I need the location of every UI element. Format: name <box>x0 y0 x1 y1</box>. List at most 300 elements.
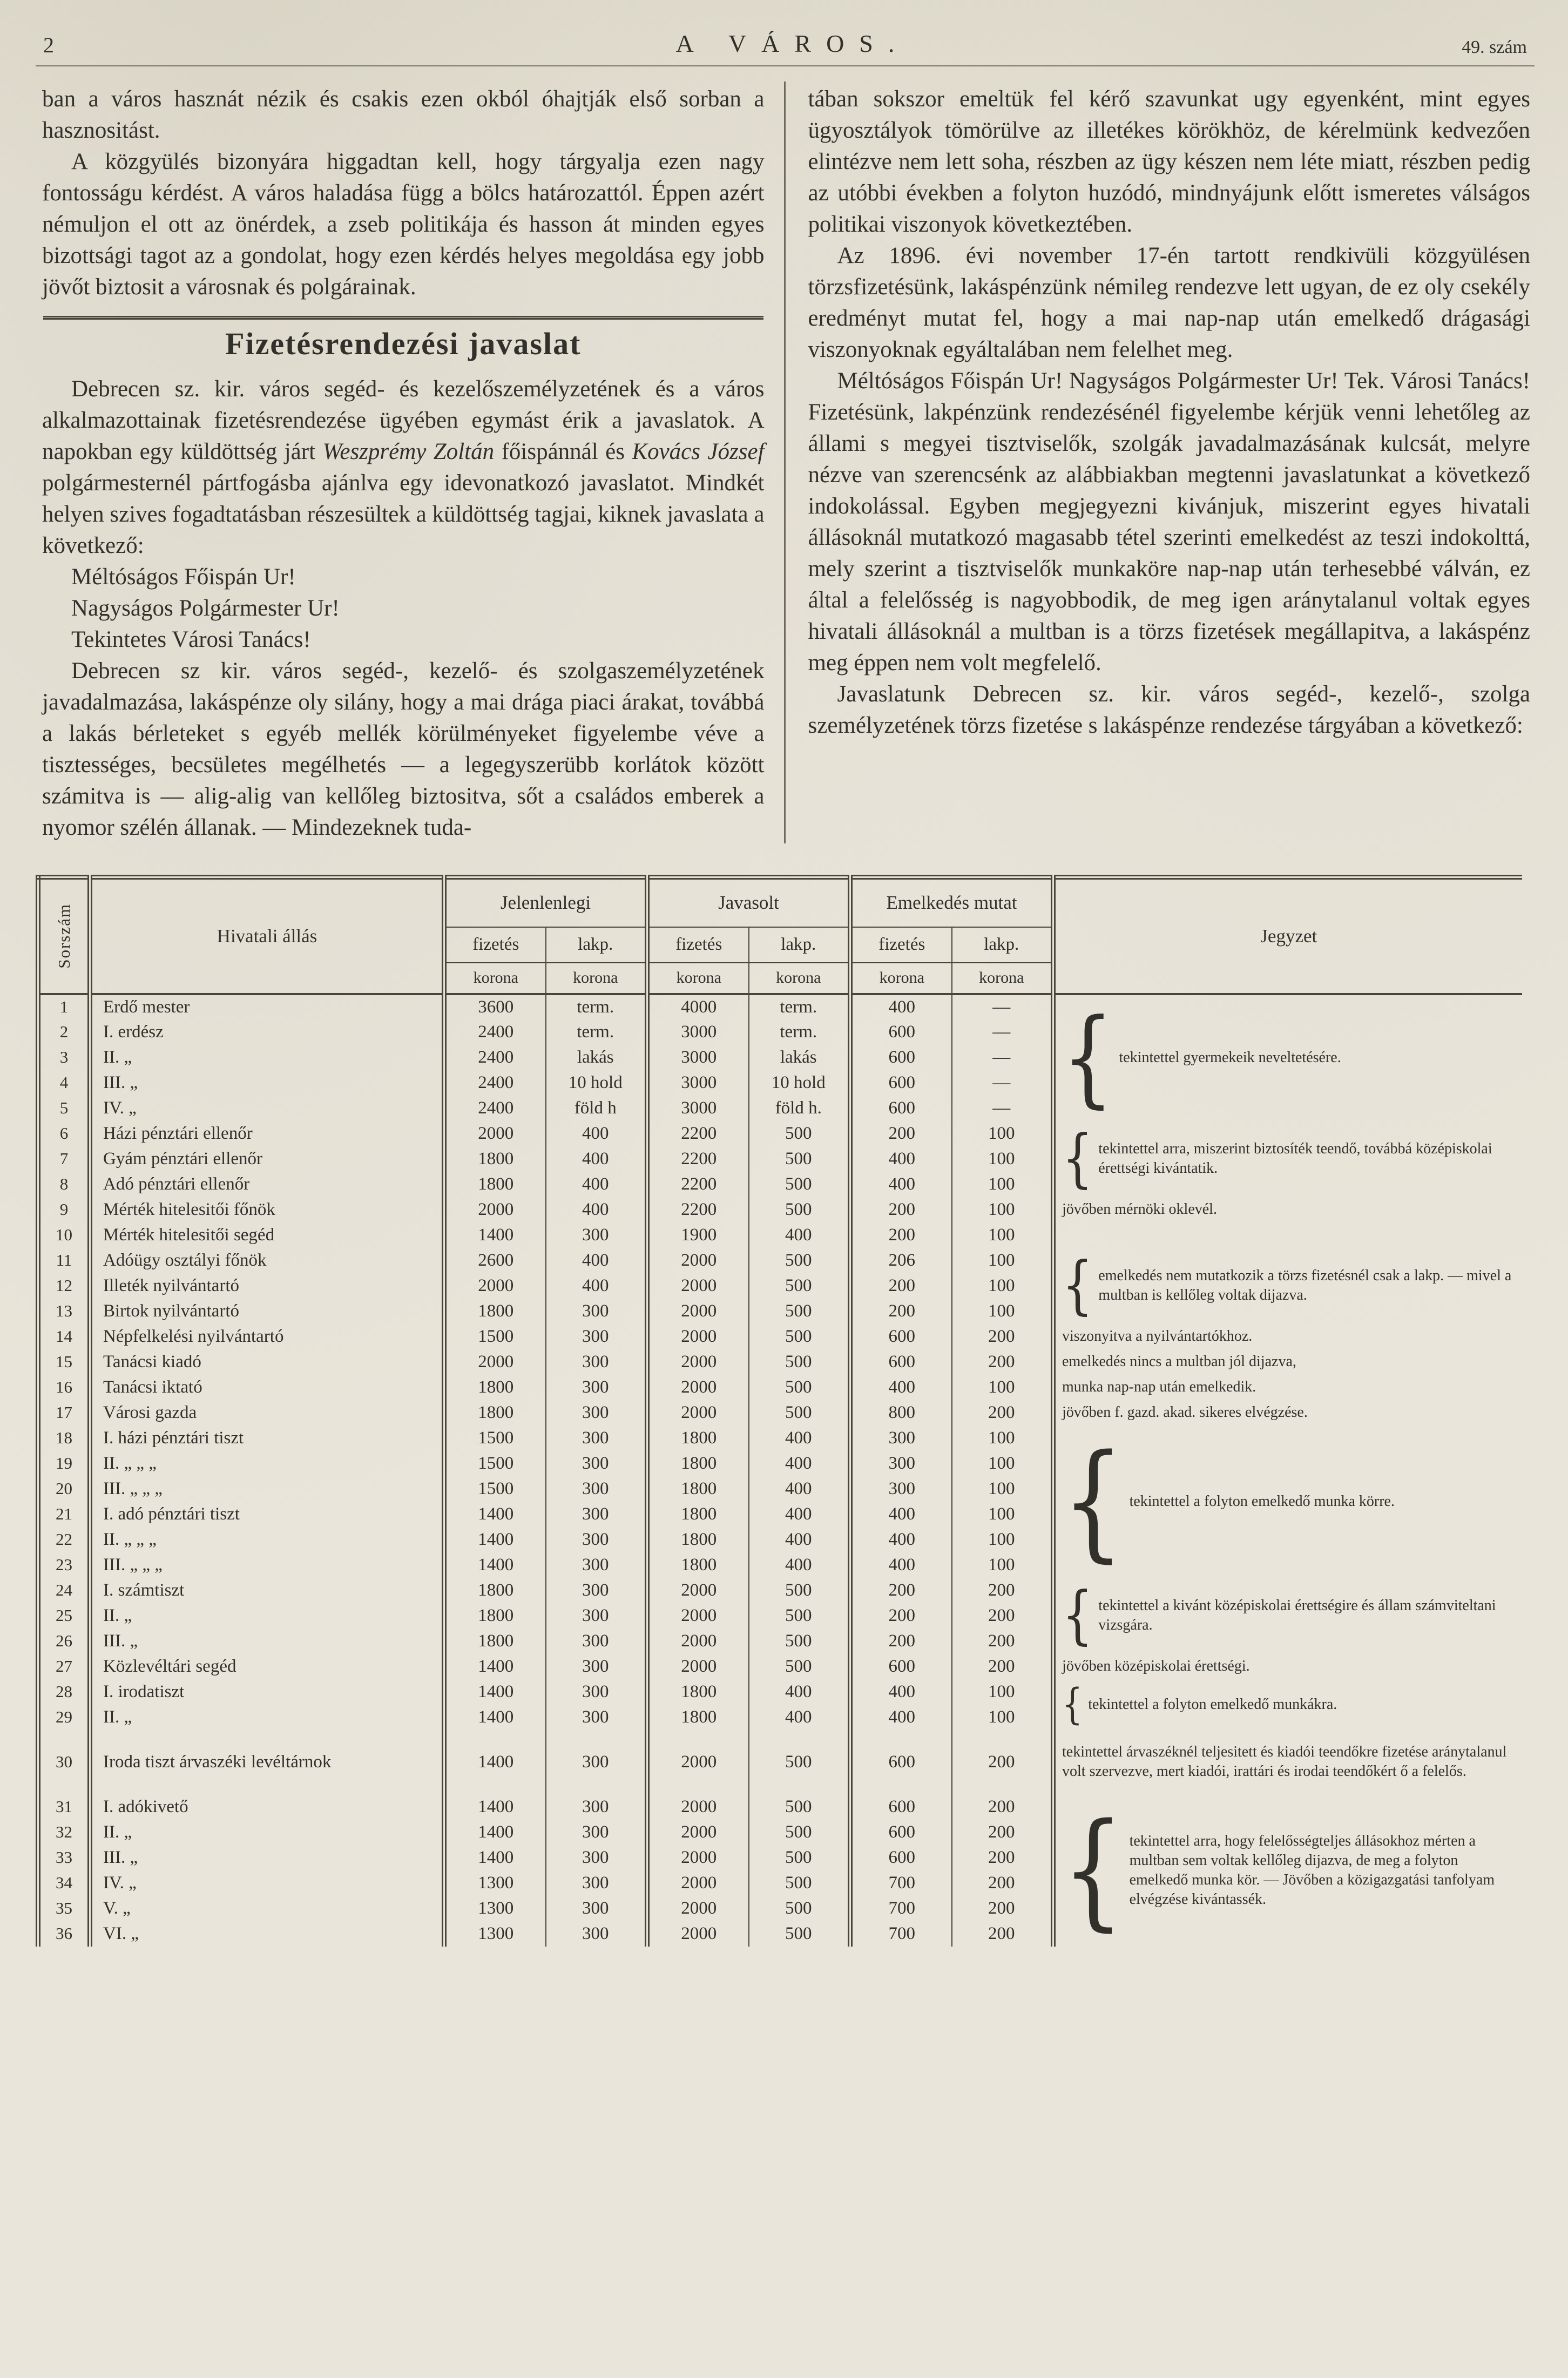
cell-jel_f: 1800 <box>444 1629 546 1654</box>
cell-em_f: 600 <box>850 1654 952 1679</box>
cell-em_l: 100 <box>952 1273 1053 1299</box>
cell-jel_l: 300 <box>546 1578 647 1603</box>
unit-label: korona <box>546 963 647 994</box>
cell-jel_f: 1500 <box>444 1451 546 1476</box>
sorszam-header <box>38 877 90 994</box>
cell-em_l: — <box>952 1045 1053 1070</box>
note-cell <box>1053 1121 1522 1197</box>
cell-jel_l <box>546 1775 647 1794</box>
cell-num: 29 <box>56 1707 72 1726</box>
cell-jel_f <box>444 1775 546 1794</box>
note-cell <box>1053 994 1522 1121</box>
increase-group-header: Emelkedés mutat <box>850 877 1053 927</box>
cell-jav_f: 2000 <box>647 1820 749 1845</box>
cell-jel_l: 300 <box>546 1629 647 1654</box>
cell-jav_l: lakás <box>749 1045 850 1070</box>
salary-table-header <box>38 877 1522 994</box>
cell-title: Népfelkelési nyilvántartó <box>90 1324 444 1349</box>
cell-jav_l: 400 <box>749 1222 850 1248</box>
cell-em_f: 400 <box>850 1552 952 1578</box>
cell-jav_f: 1800 <box>647 1527 749 1552</box>
cell-jav_l: 500 <box>749 1248 850 1273</box>
cell-jel_f: 1300 <box>444 1896 546 1921</box>
cell-jel_l: föld h <box>546 1096 647 1121</box>
cell-jel_l: 400 <box>546 1146 647 1172</box>
cell-em_f: 600 <box>850 1349 952 1375</box>
cell-em_l: 100 <box>952 1527 1053 1552</box>
cell-em_l: 200 <box>952 1654 1053 1679</box>
cell-num: 11 <box>56 1251 72 1269</box>
note-cell <box>1053 1248 1522 1324</box>
brace-icon: { <box>1062 1796 1124 1943</box>
cell-num: 14 <box>56 1327 72 1346</box>
cell-em_f: 400 <box>850 994 952 1019</box>
cell-jav_l: 500 <box>749 1820 850 1845</box>
cell-jel_f: 1300 <box>444 1921 546 1947</box>
cell-title: I. adó pénztári tiszt <box>90 1502 444 1527</box>
cell-jav_f <box>647 1775 749 1794</box>
unit-label: korona <box>444 963 546 994</box>
text-run: főispánnál és <box>494 439 632 464</box>
cell-jel_l: 300 <box>546 1705 647 1730</box>
cell-jav_l: 500 <box>749 1146 850 1172</box>
table-row <box>38 1794 1522 1820</box>
cell-num: 31 <box>56 1797 72 1816</box>
spacer-row <box>38 1730 1522 1749</box>
cell-jav_l: 400 <box>749 1426 850 1451</box>
cell-jav_f: 2000 <box>647 1578 749 1603</box>
page-number: 2 <box>43 33 54 57</box>
cell-jel_f: 1800 <box>444 1375 546 1400</box>
cell-jav_f: 3000 <box>647 1045 749 1070</box>
cell-em_f: 400 <box>850 1705 952 1730</box>
cell-jav_l <box>749 1730 850 1749</box>
note-text: tekintettel gyermekeik neveltetésére. <box>1119 1049 1341 1066</box>
cell-num: 10 <box>56 1225 72 1244</box>
brace-icon: { <box>1062 996 1114 1119</box>
cell-jel_f: 2400 <box>444 1045 546 1070</box>
cell-jel_l: 300 <box>546 1870 647 1896</box>
paragraph: Debrecen sz kir. város segéd-, kezelő- és szolgaszemélyzetének javadalmazása, lakáspénze oly silány, hogy a mai drága piaci árakat, továbbá a lakás bérleteket s egyéb mellék körülményeket figyelembe véve a tisztességes, becsületes megélhetés — a legegyszerübb korlátok között számitva is — alig-alig van kellőleg biztositva, sőt a családos emberek a nyomor szélén állanak. — Mindezeknek tuda- <box>42 658 765 840</box>
brace-icon: { <box>1062 1578 1093 1652</box>
cell-jel_f: 1400 <box>444 1222 546 1248</box>
cell-jel_l: 10 hold <box>546 1070 647 1096</box>
unit-label: korona <box>952 963 1053 994</box>
cell-jav_f <box>647 1730 749 1749</box>
note-text: tekintettel árvaszéknél teljesitett és kiadói teendőkre fizetése aránytalanul volt szervezve, mert kiadói, irattári és irodai teendőkért ő a felelős. <box>1062 1744 1507 1780</box>
cell-em_f: 400 <box>850 1172 952 1197</box>
cell-em_f: 700 <box>850 1870 952 1896</box>
cell-em_f: 600 <box>850 1845 952 1870</box>
cell-em_f: 400 <box>850 1146 952 1172</box>
cell-em_l: — <box>952 1096 1053 1121</box>
cell-em_l: — <box>952 994 1053 1019</box>
cell-em_l: 100 <box>952 1451 1053 1476</box>
cell-jav_f: 2000 <box>647 1375 749 1400</box>
cell-num: 28 <box>56 1682 72 1701</box>
note-cell-empty <box>1053 1222 1522 1248</box>
cell-jav_l: 400 <box>749 1552 850 1578</box>
cell-em_f: 200 <box>850 1273 952 1299</box>
note-cell <box>1053 1324 1522 1349</box>
note-text: tekintettel a folyton emelkedő munkákra. <box>1088 1695 1337 1713</box>
cell-em_f: 200 <box>850 1603 952 1629</box>
cell-em_l <box>952 1775 1053 1794</box>
cell-jav_f: 1800 <box>647 1451 749 1476</box>
cell-jel_f: 2600 <box>444 1248 546 1273</box>
cell-title: II. „ „ „ <box>90 1527 444 1552</box>
table-row <box>38 1197 1522 1222</box>
cell-jel_l: 300 <box>546 1451 647 1476</box>
cell-em_f <box>850 1775 952 1794</box>
cell-num <box>38 1730 90 1749</box>
unit-label: korona <box>749 963 850 994</box>
cell-jel_l: 400 <box>546 1121 647 1146</box>
person-name: Weszprémy Zoltán <box>322 439 495 464</box>
cell-title: III. „ <box>90 1070 444 1096</box>
note-cell <box>1053 1375 1522 1400</box>
cell-jel_f: 1400 <box>444 1527 546 1552</box>
cell-jav_l: 400 <box>749 1705 850 1730</box>
cell-em_f: 300 <box>850 1426 952 1451</box>
cell-em_l: 200 <box>952 1870 1053 1896</box>
cell-em_l: 100 <box>952 1476 1053 1502</box>
note-cell <box>1053 1654 1522 1679</box>
cell-num <box>38 1775 90 1794</box>
cell-jav_l: 500 <box>749 1578 850 1603</box>
cell-em_f: 800 <box>850 1400 952 1426</box>
cell-jav_f: 1800 <box>647 1705 749 1730</box>
note-text: tekintettel arra, miszerint biztosíték teendő, továbbá középiskolai érettségi kivántatik. <box>1098 1140 1492 1177</box>
cell-jel_f: 1400 <box>444 1820 546 1845</box>
cell-em_l: 200 <box>952 1578 1053 1603</box>
cell-jav_l: 10 hold <box>749 1070 850 1096</box>
fizetes-header: fizetés <box>444 927 546 963</box>
cell-jav_f: 1800 <box>647 1552 749 1578</box>
cell-em_l: 200 <box>952 1349 1053 1375</box>
cell-em_l: 100 <box>952 1502 1053 1527</box>
paragraph: Tekintetes Városi Tanács! <box>71 627 311 652</box>
cell-jel_l: 300 <box>546 1921 647 1947</box>
cell-jel_f: 3600 <box>444 994 546 1019</box>
cell-jel_f: 1400 <box>444 1749 546 1775</box>
masthead-title: A VÁROS. <box>675 30 910 57</box>
cell-title: Mérték hitelesitői segéd <box>90 1222 444 1248</box>
cell-jel_f <box>444 1730 546 1749</box>
lakp-header: lakp. <box>952 927 1053 963</box>
fizetes-header: fizetés <box>647 927 749 963</box>
cell-title: I. számtiszt <box>90 1578 444 1603</box>
cell-em_l: 100 <box>952 1248 1053 1273</box>
cell-jel_f: 2400 <box>444 1096 546 1121</box>
cell-num: 36 <box>56 1924 72 1943</box>
left-column <box>36 82 786 843</box>
cell-em_f: 600 <box>850 1794 952 1820</box>
cell-num: 21 <box>56 1504 72 1523</box>
paragraph: tában sokszor emeltük fel kérő szavunkat ugy egyenként, mint egyes ügyosztályok tömörülve az illetékes körökhöz, de kérelmünk kedvezően elintézve nem lett soha, részben az ügy készen nem léte miatt, részben pedig az utóbbi években a folyton huzódó, mindnyájunk előtt ismeretes válságos politikai viszonyok következtében. <box>808 86 1530 237</box>
table-row <box>38 1679 1522 1705</box>
cell-jav_l: 500 <box>749 1870 850 1896</box>
note-cell <box>1053 1349 1522 1375</box>
cell-title: Városi gazda <box>90 1400 444 1426</box>
table-row <box>38 1426 1522 1451</box>
cell-jel_f: 2000 <box>444 1197 546 1222</box>
cell-title: Iroda tiszt árvaszéki levéltárnok <box>90 1749 444 1775</box>
cell-jel_l: 300 <box>546 1426 647 1451</box>
cell-num: 15 <box>56 1352 72 1371</box>
cell-jel_l: 400 <box>546 1273 647 1299</box>
paragraph: Javaslatunk Debrecen sz. kir. város segéd-, kezelő-, szolga személyzetének törzs fizetése s lakáspénze rendezése tárgyában a következő: <box>808 681 1530 738</box>
cell-jav_l: 400 <box>749 1502 850 1527</box>
cell-jav_f: 2000 <box>647 1273 749 1299</box>
cell-em_f: 400 <box>850 1502 952 1527</box>
cell-jel_f: 1300 <box>444 1870 546 1896</box>
cell-jel_f: 2400 <box>444 1019 546 1045</box>
cell-title: III. „ <box>90 1845 444 1870</box>
table-row <box>38 1578 1522 1603</box>
cell-jel_l: 300 <box>546 1679 647 1705</box>
cell-num: 3 <box>59 1048 69 1066</box>
cell-em_f <box>850 1730 952 1749</box>
cell-title: Házi pénztári ellenőr <box>90 1121 444 1146</box>
cell-jel_f: 1800 <box>444 1146 546 1172</box>
lakp-header: lakp. <box>546 927 647 963</box>
cell-num: 16 <box>56 1377 72 1396</box>
cell-em_l: 100 <box>952 1121 1053 1146</box>
cell-title: I. irodatiszt <box>90 1679 444 1705</box>
cell-em_f: 200 <box>850 1629 952 1654</box>
cell-title: II. „ <box>90 1603 444 1629</box>
cell-em_f: 206 <box>850 1248 952 1273</box>
table-row <box>38 1349 1522 1375</box>
cell-jav_f: 2000 <box>647 1794 749 1820</box>
cell-num: 34 <box>56 1873 72 1892</box>
cell-jav_l: 500 <box>749 1299 850 1324</box>
cell-em_l: 200 <box>952 1896 1053 1921</box>
person-name: Kovács József <box>632 439 765 464</box>
cell-jel_f: 2400 <box>444 1070 546 1096</box>
table-row <box>38 1248 1522 1273</box>
cell-num: 5 <box>59 1098 69 1117</box>
cell-title: II. „ <box>90 1820 444 1845</box>
cell-jav_f: 2000 <box>647 1845 749 1870</box>
note-text: viszonyitva a nyilvántartókhoz. <box>1062 1328 1253 1345</box>
cell-em_l: 200 <box>952 1749 1053 1775</box>
cell-jav_f: 3000 <box>647 1019 749 1045</box>
cell-jav_f: 2200 <box>647 1121 749 1146</box>
cell-jav_f: 2000 <box>647 1870 749 1896</box>
right-column <box>786 82 1535 843</box>
note-text: jövőben középiskolai érettségi. <box>1062 1658 1250 1674</box>
cell-jav_l: 500 <box>749 1749 850 1775</box>
note-cell <box>1053 1578 1522 1654</box>
issue-number: 49. szám <box>1462 37 1527 57</box>
cell-num: 20 <box>56 1479 72 1498</box>
cell-title: V. „ <box>90 1896 444 1921</box>
jegyzet-header: Jegyzet <box>1053 877 1522 994</box>
cell-jav_f: 2000 <box>647 1248 749 1273</box>
note-cell <box>1053 1730 1522 1794</box>
paragraph: Nagyságos Polgármester Ur! <box>71 596 340 621</box>
cell-jel_f: 1400 <box>444 1705 546 1730</box>
paragraph: Az 1896. évi november 17-én tartott rendkivüli közgyülésen törzsfizetésünk, lakáspénzünk némileg rendezve lett ugyan, de ez oly csekély eredményt mutat fel, hogy a mai nap-nap után emelkedő drágasági viszonyoknak egyáltalában nem felelhet meg. <box>808 243 1530 362</box>
cell-jel_l: 300 <box>546 1820 647 1845</box>
note-cell <box>1053 1400 1522 1426</box>
cell-jel_l: 300 <box>546 1502 647 1527</box>
cell-jel_l: 300 <box>546 1603 647 1629</box>
salary-table <box>36 875 1522 1947</box>
cell-jel_f: 1800 <box>444 1299 546 1324</box>
cell-jav_l: 400 <box>749 1527 850 1552</box>
cell-num: 22 <box>56 1530 72 1549</box>
cell-jel_l: 300 <box>546 1654 647 1679</box>
cell-title: Adóügy osztályi főnök <box>90 1248 444 1273</box>
cell-title: IV. „ <box>90 1096 444 1121</box>
cell-title: Gyám pénztári ellenőr <box>90 1146 444 1172</box>
table-row <box>38 1121 1522 1146</box>
cell-num: 9 <box>59 1200 69 1219</box>
cell-title: Tanácsi iktató <box>90 1375 444 1400</box>
cell-em_f: 400 <box>850 1527 952 1552</box>
proposed-group-header: Javasolt <box>647 877 850 927</box>
cell-jel_f: 1800 <box>444 1172 546 1197</box>
cell-em_l: 100 <box>952 1426 1053 1451</box>
cell-title: VI. „ <box>90 1921 444 1947</box>
cell-em_l: 100 <box>952 1679 1053 1705</box>
cell-jav_f: 2000 <box>647 1749 749 1775</box>
note-text: emelkedés nincs a multban jól dijazva, <box>1062 1353 1296 1370</box>
brace-icon: { <box>1062 1680 1083 1729</box>
cell-jav_l: 500 <box>749 1896 850 1921</box>
cell-jav_f: 2000 <box>647 1349 749 1375</box>
table-row <box>38 994 1522 1019</box>
cell-jel_l: 300 <box>546 1749 647 1775</box>
cell-jav_l <box>749 1775 850 1794</box>
note-cell <box>1053 1426 1522 1578</box>
cell-em_l: 100 <box>952 1172 1053 1197</box>
cell-jav_f: 2200 <box>647 1172 749 1197</box>
note-text: emelkedés nem mutatkozik a törzs fizetésnél csak a lakp. — mivel a multban is kellőleg voltak dijazva. <box>1098 1267 1512 1303</box>
cell-jel_f: 1400 <box>444 1845 546 1870</box>
paragraph <box>42 374 765 562</box>
cell-jav_f: 3000 <box>647 1096 749 1121</box>
note-text: tekintettel a folyton emelkedő munka körre. <box>1129 1492 1395 1510</box>
cell-em_l: 200 <box>952 1845 1053 1870</box>
cell-jel_f: 1500 <box>444 1324 546 1349</box>
cell-em_f: 200 <box>850 1197 952 1222</box>
cell-jel_l: 300 <box>546 1324 647 1349</box>
cell-jav_f: 2000 <box>647 1299 749 1324</box>
cell-jel_l: 300 <box>546 1794 647 1820</box>
cell-jav_l: 500 <box>749 1349 850 1375</box>
table-row <box>38 1375 1522 1400</box>
cell-jel_f: 2000 <box>444 1121 546 1146</box>
cell-jel_f: 1400 <box>444 1794 546 1820</box>
cell-num: 1 <box>59 997 69 1016</box>
cell-jel_f: 1800 <box>444 1578 546 1603</box>
cell-jel_l: 300 <box>546 1527 647 1552</box>
cell-jel_l: 300 <box>546 1476 647 1502</box>
cell-em_l: 100 <box>952 1299 1053 1324</box>
cell-jel_l: 400 <box>546 1197 647 1222</box>
cell-em_f: 300 <box>850 1476 952 1502</box>
cell-em_l <box>952 1730 1053 1749</box>
cell-jav_f: 2000 <box>647 1654 749 1679</box>
cell-jav_l: 500 <box>749 1121 850 1146</box>
cell-em_f: 200 <box>850 1578 952 1603</box>
brace-icon: { <box>1062 1122 1093 1195</box>
note-text: munka nap-nap után emelkedik. <box>1062 1379 1256 1395</box>
cell-jav_l: 500 <box>749 1324 850 1349</box>
cell-jav_l: 400 <box>749 1476 850 1502</box>
note-cell <box>1053 1197 1522 1222</box>
cell-jav_f: 1800 <box>647 1426 749 1451</box>
cell-em_f: 200 <box>850 1222 952 1248</box>
cell-title: Tanácsi kiadó <box>90 1349 444 1375</box>
note-text: tekintettel arra, hogy felelősségteljes állásokhoz mérten a multban sem voltak kellőleg dijazva, de meg a folyton emelkedő munka kör. — Jövőben a közigazgatási tanfolyam elvégzése kivántassék. <box>1129 1832 1495 1908</box>
cell-em_f: 200 <box>850 1121 952 1146</box>
cell-title: II. „ <box>90 1705 444 1730</box>
cell-em_l: 100 <box>952 1146 1053 1172</box>
cell-jel_f: 1500 <box>444 1476 546 1502</box>
cell-em_l: — <box>952 1019 1053 1045</box>
cell-jav_l: 500 <box>749 1197 850 1222</box>
cell-num: 30 <box>56 1752 72 1771</box>
cell-em_f: 600 <box>850 1096 952 1121</box>
cell-jel_f: 1800 <box>444 1603 546 1629</box>
cell-jel_l <box>546 1730 647 1749</box>
cell-title: Mérték hitelesitői főnök <box>90 1197 444 1222</box>
cell-em_f: 600 <box>850 1045 952 1070</box>
cell-num: 19 <box>56 1454 72 1472</box>
cell-jav_f: 1900 <box>647 1222 749 1248</box>
cell-jav_f: 2000 <box>647 1921 749 1947</box>
cell-title: Adó pénztári ellenőr <box>90 1172 444 1197</box>
cell-em_f: 600 <box>850 1324 952 1349</box>
cell-title: II. „ „ „ <box>90 1451 444 1476</box>
cell-jav_f: 1800 <box>647 1476 749 1502</box>
section-heading: Fizetésrendezési javaslat <box>225 326 582 361</box>
cell-num: 27 <box>56 1657 72 1676</box>
cell-em_f: 300 <box>850 1451 952 1476</box>
table-row <box>38 1400 1522 1426</box>
paragraph: ban a város hasznát nézik és csakis ezen okból óhajtják első sorban a hasznositást. <box>42 86 765 143</box>
cell-jav_f: 1800 <box>647 1502 749 1527</box>
cell-jav_l: föld h. <box>749 1096 850 1121</box>
cell-em_l: 100 <box>952 1552 1053 1578</box>
cell-title: II. „ <box>90 1045 444 1070</box>
hivatal-header: Hivatali állás <box>90 877 444 994</box>
cell-jel_l: 300 <box>546 1400 647 1426</box>
paragraph: Méltóságos Főispán Ur! <box>71 564 296 590</box>
cell-jav_f: 2000 <box>647 1400 749 1426</box>
cell-em_l: 100 <box>952 1375 1053 1400</box>
cell-num: 4 <box>59 1073 69 1092</box>
cell-jav_f: 2000 <box>647 1603 749 1629</box>
cell-jel_f: 1400 <box>444 1679 546 1705</box>
cell-num: 32 <box>56 1822 72 1841</box>
cell-title: Illeték nyilvántartó <box>90 1273 444 1299</box>
cell-num: 2 <box>59 1022 69 1041</box>
cell-jav_l: 500 <box>749 1603 850 1629</box>
cell-num: 12 <box>56 1276 72 1295</box>
cell-title: Birtok nyilvántartó <box>90 1299 444 1324</box>
note-text: tekintettel a kivánt középiskolai érettségire és állam számviteltani vizsgára. <box>1098 1597 1496 1633</box>
cell-em_f: 600 <box>850 1820 952 1845</box>
cell-jav_l: 500 <box>749 1629 850 1654</box>
cell-jav_l: 500 <box>749 1654 850 1679</box>
cell-jel_l: 400 <box>546 1248 647 1273</box>
